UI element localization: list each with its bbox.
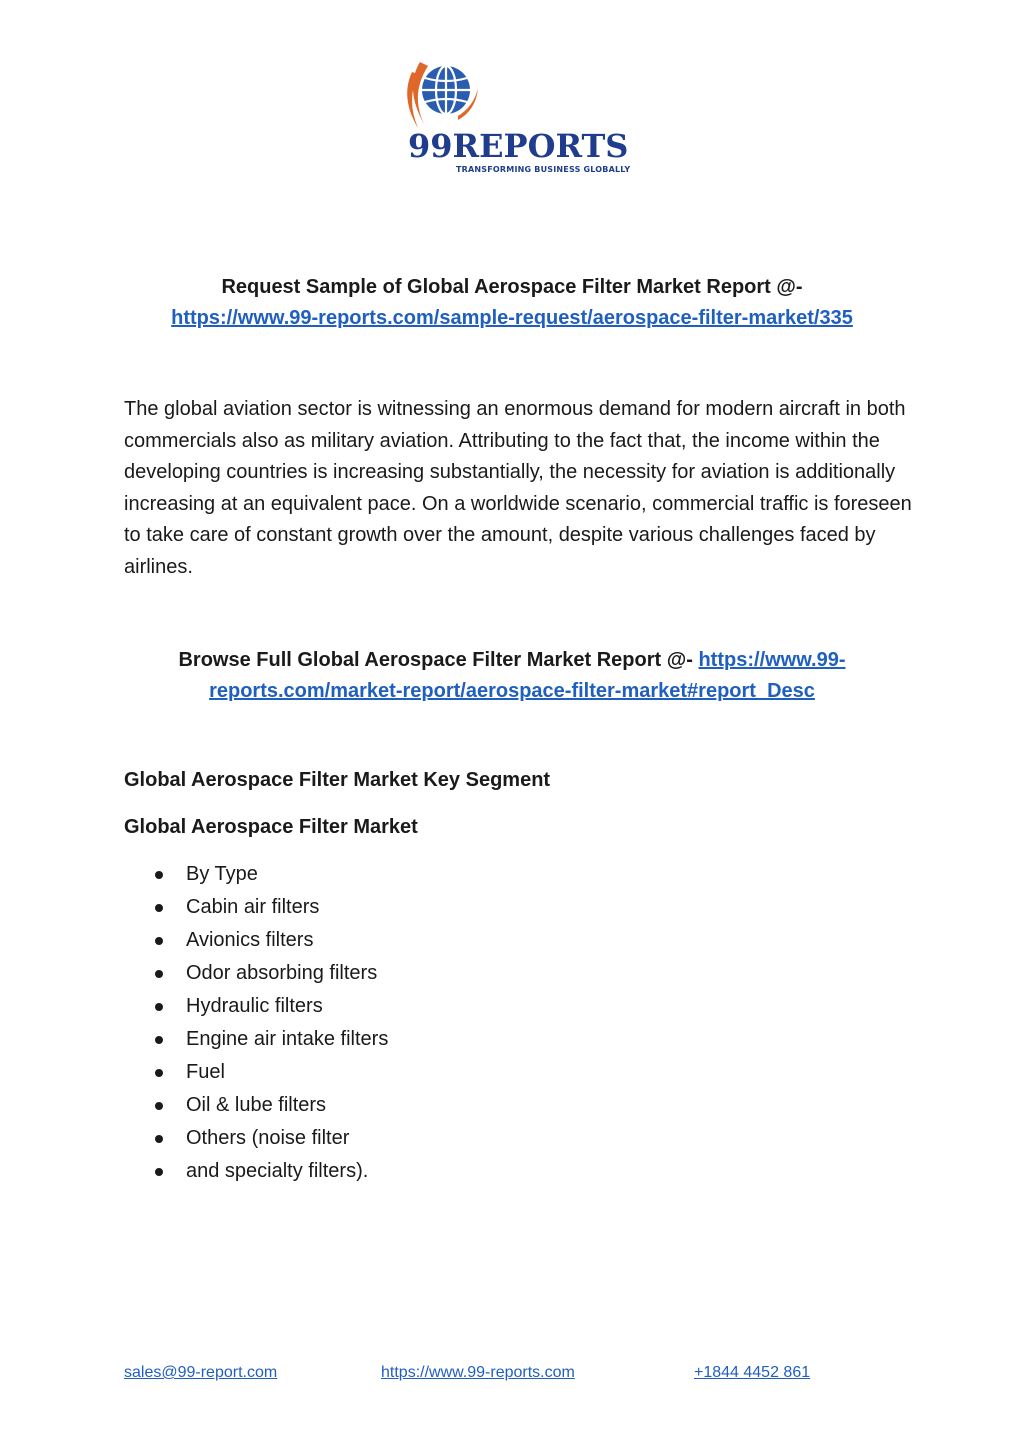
browse-report-link-part1[interactable]: https://www.99-	[698, 649, 846, 671]
bullet-icon	[155, 1003, 163, 1011]
list-item	[124, 990, 388, 1023]
list-item	[124, 1122, 388, 1155]
footer-phone-link[interactable]: +1844 4452 861	[694, 1364, 811, 1381]
request-sample-section	[100, 272, 924, 334]
bullet-icon	[155, 1168, 163, 1176]
segment-list	[124, 858, 388, 1188]
bullet-icon	[155, 970, 163, 978]
list-item-text: Odor absorbing filters	[186, 962, 378, 984]
list-item	[124, 1089, 388, 1122]
list-item	[124, 1023, 388, 1056]
request-sample-label: Request Sample of Global Aerospace Filter Market Report @-	[221, 276, 803, 298]
bullet-icon	[155, 904, 163, 912]
bullet-icon	[155, 937, 163, 945]
list-item-text: Cabin air filters	[186, 896, 320, 918]
bullet-icon	[155, 871, 163, 879]
page-footer	[0, 1364, 1024, 1388]
list-item-text: and specialty filters).	[186, 1160, 369, 1182]
browse-report-section	[100, 645, 924, 707]
list-item	[124, 957, 388, 990]
request-sample-link[interactable]: https://www.99-reports.com/sample-request/aerospace-filter-market/335	[171, 307, 853, 329]
bullet-icon	[155, 1069, 163, 1077]
list-item	[124, 1056, 388, 1089]
list-item-text: Avionics filters	[186, 929, 314, 951]
list-item-text: Hydraulic filters	[186, 995, 323, 1017]
bullet-icon	[155, 1135, 163, 1143]
list-item	[124, 924, 388, 957]
bullet-icon	[155, 1102, 163, 1110]
logo-brand-text: 99REPORTS	[408, 127, 629, 165]
list-item	[124, 1155, 388, 1188]
logo-tagline: TRANSFORMING BUSINESS GLOBALLY	[456, 165, 631, 174]
browse-report-link-part2[interactable]: reports.com/market-report/aerospace-filter-market#report_Desc	[209, 680, 815, 702]
company-logo	[400, 58, 631, 183]
key-segment-heading: Global Aerospace Filter Market Key Segment	[124, 769, 551, 791]
footer-website-link[interactable]: https://www.99-reports.com	[381, 1364, 575, 1381]
list-item-text: Engine air intake filters	[186, 1028, 389, 1050]
browse-report-label: Browse Full Global Aerospace Filter Market Report @-	[178, 649, 693, 671]
list-item-text: By Type	[186, 863, 258, 885]
footer-email-link[interactable]: sales@99-report.com	[124, 1364, 278, 1381]
market-heading: Global Aerospace Filter Market	[124, 816, 418, 838]
list-item	[124, 858, 388, 891]
list-item	[124, 891, 388, 924]
bullet-icon	[155, 1036, 163, 1044]
list-item-text: Oil & lube filters	[186, 1094, 327, 1116]
list-item-text: Fuel	[186, 1061, 225, 1083]
intro-paragraph: The global aviation sector is witnessing an enormous demand for modern aircraft in both commercials also as military aviation. Attributing to the fact that, the income within the developing countries is increasing substantially, the necessity for aviation is additionally increasing at an equivalent pace. On a worldwide scenario, commercial traffic is foreseen to take care of constant growth over the amount, despite various challenges faced by airlines.	[124, 398, 912, 578]
list-item-text: Others (noise filter	[186, 1127, 350, 1149]
